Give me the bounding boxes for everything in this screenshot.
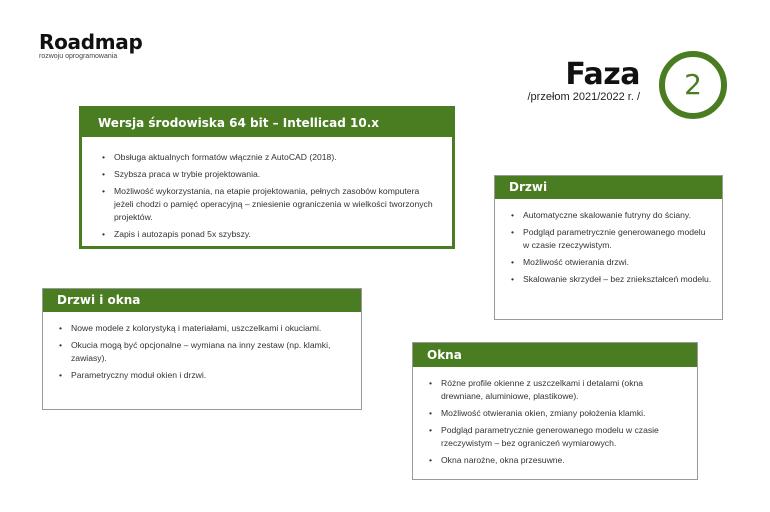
drzwi-okna-card bbox=[42, 288, 362, 410]
brand bbox=[39, 30, 143, 60]
list-item: • Możliwość otwierania okien, zmiany położenia klamki. bbox=[427, 407, 687, 420]
phase-heading bbox=[527, 58, 640, 103]
intellicad-card-title: Wersja środowiska 64 bit – Intellicad 10.x bbox=[82, 109, 452, 137]
phase-subtitle: /przełom 2021/2022 r. / bbox=[527, 91, 640, 103]
brand-title: Roadmap bbox=[39, 30, 143, 54]
list-item: • Podgląd parametrycznie generowanego modelu w czasie rzeczywistym. bbox=[509, 226, 712, 252]
okna-card bbox=[412, 342, 698, 480]
list-item: • Automatyczne skalowanie futryny do ściany. bbox=[509, 209, 712, 222]
brand-subtitle: rozwoju oprogramowania bbox=[39, 53, 118, 60]
list-item: • Zapis i autozapis ponad 5x szybszy. bbox=[100, 228, 438, 241]
list-item: • Podgląd parametrycznie generowanego modelu w czasie rzeczywistym – bez ograniczeń wymiarowych. bbox=[427, 424, 687, 450]
phase-title: Faza bbox=[565, 57, 640, 92]
list-item: • Możliwość otwierania drzwi. bbox=[509, 256, 712, 269]
drzwi-list bbox=[495, 199, 722, 286]
okna-list bbox=[413, 367, 697, 467]
intellicad-list bbox=[82, 137, 452, 241]
drzwi-okna-card-title: Drzwi i okna bbox=[43, 289, 361, 312]
list-item: • Nowe modele z kolorystyką i materiałami, uszczelkami i okuciami. bbox=[57, 322, 351, 335]
list-item: • Różne profile okienne z uszczelkami i detalami (okna drewniane, aluminiowe, plastikowe). bbox=[427, 377, 687, 403]
okna-card-title: Okna bbox=[413, 343, 697, 367]
list-item: • Możliwość wykorzystania, na etapie projektowania, pełnych zasobów komputera jeżeli chodzi o pamięć operacyjną – zniesienie ograniczenia w wielkości tworzonych projektów. bbox=[100, 185, 438, 224]
drzwi-card-title: Drzwi bbox=[495, 176, 722, 199]
drzwi-card bbox=[494, 175, 723, 320]
intellicad-card bbox=[79, 106, 455, 249]
list-item: • Okna narożne, okna przesuwne. bbox=[427, 454, 687, 467]
list-item: • Szybsza praca w trybie projektowania. bbox=[100, 168, 438, 181]
list-item: • Obsługa aktualnych formatów włącznie z AutoCAD (2018). bbox=[100, 151, 438, 164]
list-item: • Okucia mogą być opcjonalne – wymiana na inny zestaw (np. klamki, zawiasy). bbox=[57, 339, 351, 365]
list-item: • Skalowanie skrzydeł – bez zniekształceń modelu. bbox=[509, 273, 712, 286]
list-item: • Parametryczny moduł okien i drzwi. bbox=[57, 369, 351, 382]
drzwi-okna-list bbox=[43, 312, 361, 382]
phase-number-badge: 2 bbox=[659, 51, 727, 119]
